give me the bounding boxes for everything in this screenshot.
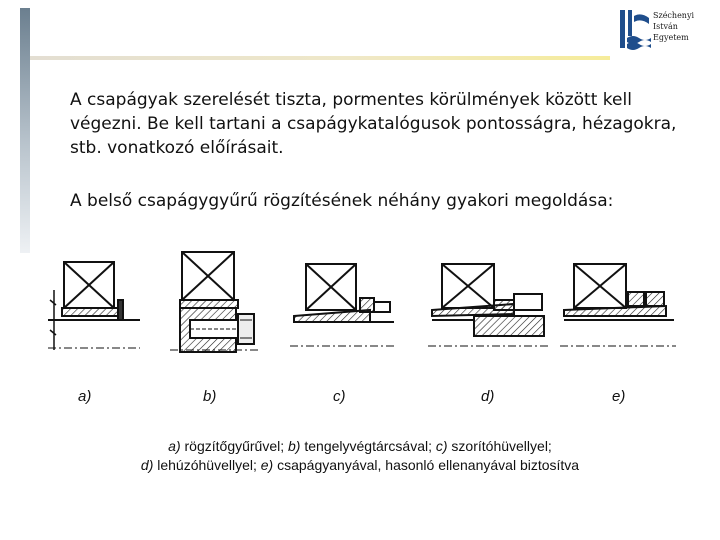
- caption-label-d: d): [140, 457, 154, 473]
- caption-label-b: b): [288, 438, 301, 454]
- caption-label-a: a): [168, 438, 181, 454]
- bearing-fixing-drawings: [44, 250, 684, 370]
- figure-label-e: e): [612, 388, 626, 405]
- figure-label-b: b): [203, 388, 217, 405]
- caption-text-a: rögzítőgyűrűvel;: [180, 438, 289, 454]
- figure-label-c: c): [333, 388, 346, 405]
- caption-text-c: szorítóhüvellyel;: [447, 438, 552, 454]
- caption-line-2: [40, 456, 680, 475]
- intro-paragraph: A csapágyak szerelését tiszta, pormentes körülmények között kell végezni. Be kell tartani a csapágykatalógusok pontosságra, hézagokra, stb. vonatkozó előírásait.: [70, 90, 677, 158]
- drawing-e: [560, 264, 676, 346]
- caption-label-e: e): [260, 457, 274, 473]
- drawing-c: [290, 264, 394, 346]
- figure-label-d: d): [481, 388, 495, 405]
- left-accent-bar: [20, 8, 30, 253]
- logo-line-3: Egyetem: [653, 33, 689, 42]
- university-name: [653, 10, 694, 43]
- drawing-a: [48, 262, 140, 350]
- caption-line-1: [40, 437, 680, 456]
- drawing-b: [170, 252, 258, 352]
- solutions-paragraph: A belső csapágygyűrű rögzítésének néhány gyakori megoldása:: [70, 191, 614, 211]
- caption-label-c: c): [435, 438, 448, 454]
- caption-text-b: tengelyvégtárcsával;: [300, 438, 436, 454]
- logo-line-2: István: [653, 22, 678, 31]
- caption-text-d: lehúzóhüvellyel;: [153, 457, 261, 473]
- caption-text-e: csapágyanyával, hasonló ellenanyával biztosítva: [273, 457, 580, 473]
- logo-line-1: Széchenyi: [653, 11, 695, 20]
- figure-label-a: a): [78, 388, 92, 405]
- university-logo: [619, 8, 715, 58]
- figure-caption: [40, 437, 680, 475]
- header-divider: [30, 56, 610, 60]
- university-emblem-icon: [619, 8, 651, 52]
- drawing-d: [428, 264, 550, 346]
